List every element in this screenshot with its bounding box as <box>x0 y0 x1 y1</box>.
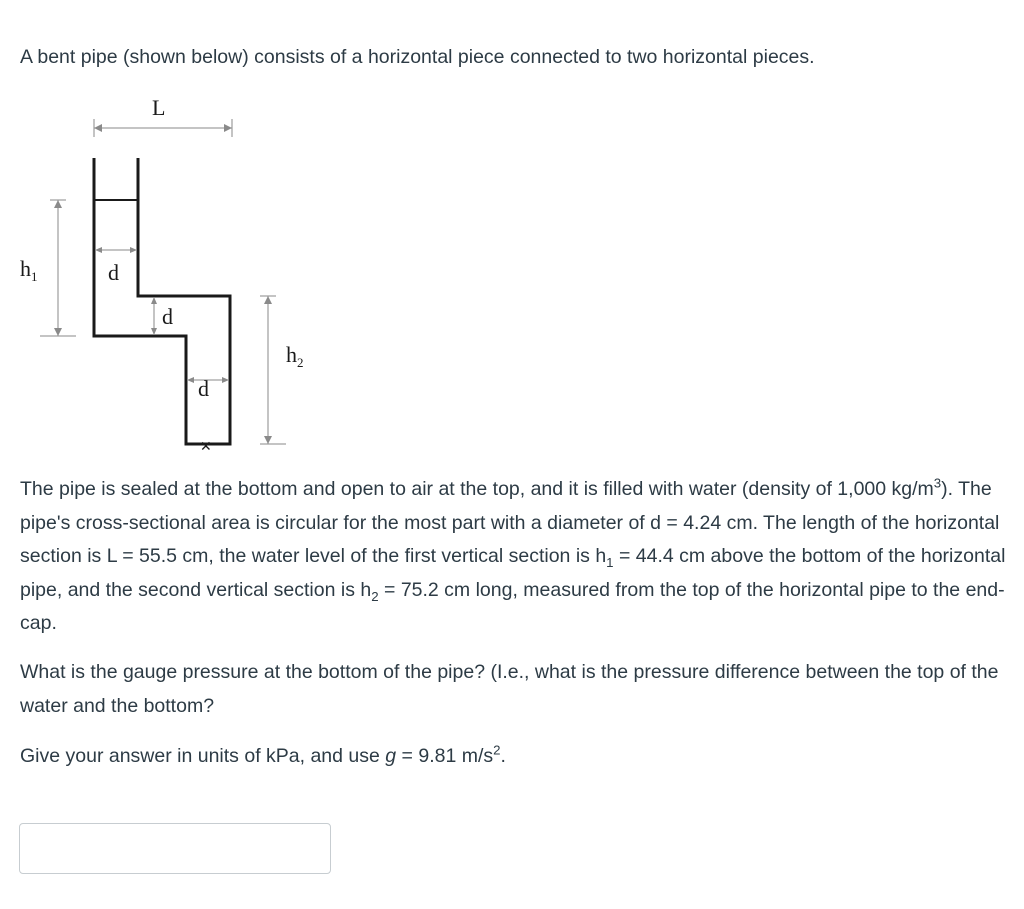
label-h1: $h_1$ <box>20 256 38 284</box>
question-text: What is the gauge pressure at the bottom of the pipe? (I.e., what is the pressure difference between the top of the water and the bottom? <box>20 661 999 717</box>
dim-arrow-h2-bottom <box>264 436 272 444</box>
dim-arrow-d1-right <box>130 247 137 253</box>
dim-arrow-d2-bottom <box>151 328 157 335</box>
dim-arrow-L-left <box>94 124 102 132</box>
intro-text: A bent pipe (shown below) consists of a horizontal piece connected to two horizontal pieces. <box>20 46 815 68</box>
dim-arrow-d3-left <box>187 377 194 383</box>
dim-arrow-d2-top <box>151 297 157 304</box>
label-d1: d <box>108 260 119 285</box>
dim-arrow-h2-top <box>264 296 272 304</box>
end-cap-icon: ✕ <box>200 439 212 455</box>
dim-arrow-d1-left <box>95 247 102 253</box>
label-d3: d <box>198 376 209 401</box>
dim-arrow-d3-right <box>222 377 229 383</box>
label-d2: d <box>162 304 173 329</box>
answer-input[interactable] <box>19 823 331 874</box>
dim-arrow-h1-top <box>54 200 62 208</box>
dim-arrow-h1-bottom <box>54 328 62 336</box>
label-L: L <box>152 95 166 120</box>
dim-arrow-L-right <box>224 124 232 132</box>
problem-description: The pipe is sealed at the bottom and open to air at the top, and it is filled with water (density of 1,000 $kg/m^3$). The pipe's cross-sectional area is circular for the most part with a diameter of d = 4.24 cm. The length of the horizontal section is L = 55.5 cm, the water level of the first vertical section is $h_1 = 44.4$ cm above the bottom of the horizontal pipe, and the second vertical section is $h_2 = 75.2$ cm long, measured from the top of the horizontal pipe to the end-cap. <box>20 475 1006 634</box>
bent-pipe-diagram <box>0 80 340 460</box>
answer-instruction: Give your answer in units of kPa, and use g = 9.81 $m/s^2$. <box>20 742 506 767</box>
label-h2: $h_2$ <box>286 342 304 370</box>
